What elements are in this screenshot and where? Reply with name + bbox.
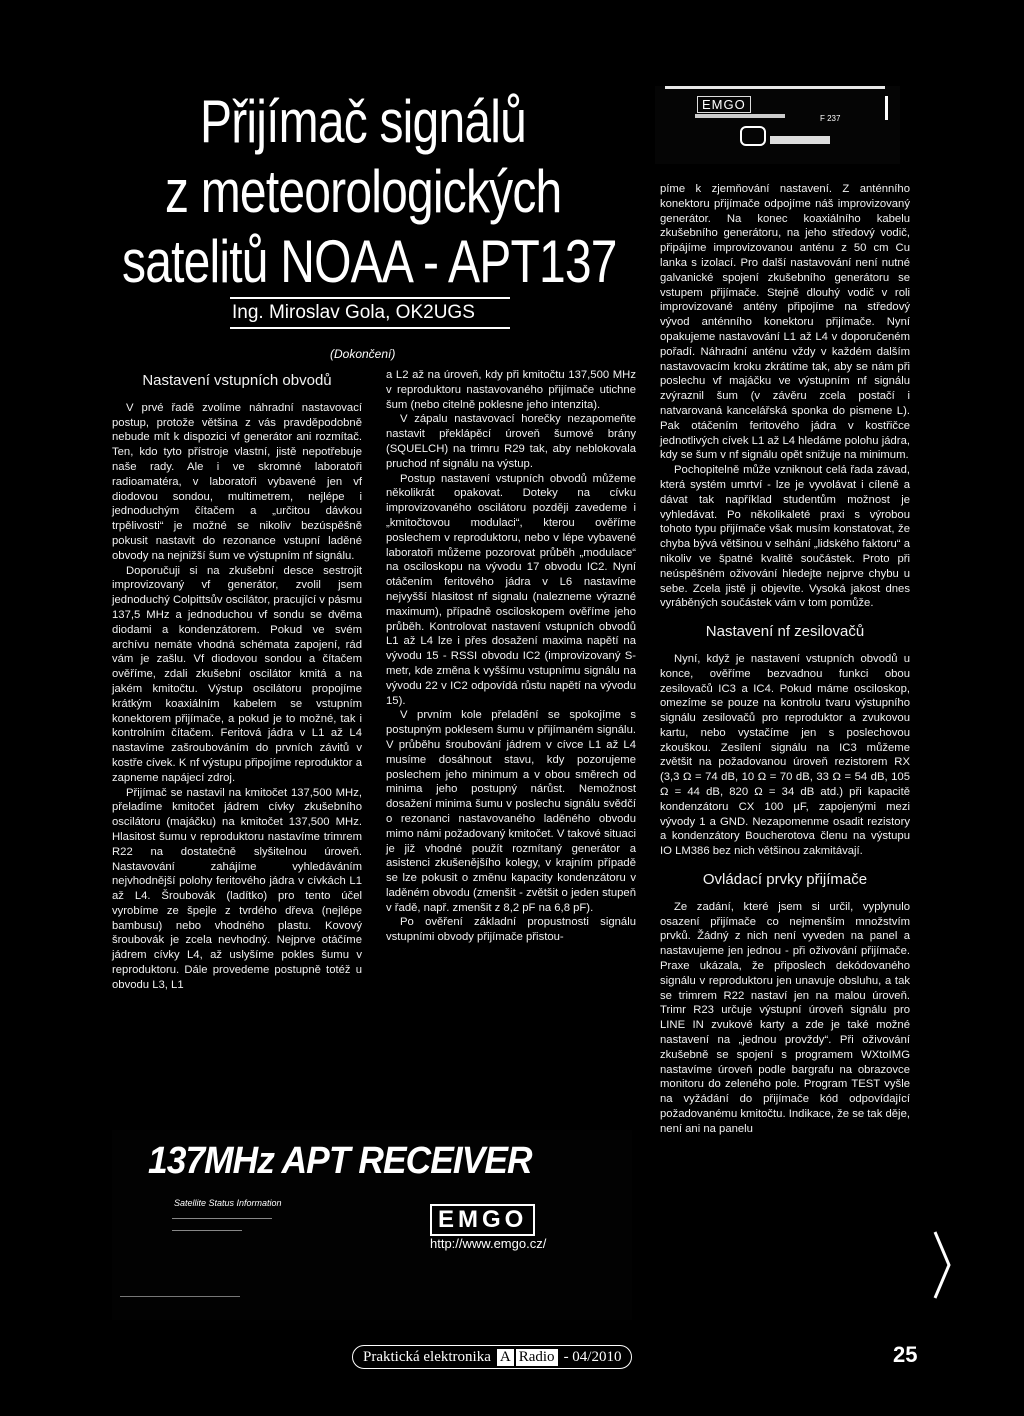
paragraph: V prvním kole přeladění se spokojíme s postupným poklesem šumu v přijímaném signálu. V průběhu šroubování jádrem v cívce L1 až L4 musíme dosáhnout stavu, kdy pozorujeme poslechem jeho minimum a v obou směrech od minima jeho postupný nárůst. Nemožnost dosažení minima šumu v poslechu signálu svědčí o rezonanci nastavovaného laděného obvodu mimo námi požadovaný kmitočet. V takové situaci je již vhodné použít rozmítaný generátor a asistenci zkušenějšího kolegy, v krajním případě se lze pokusit o změnu kapacity kondenzátoru v laděném obvodu (zmenšit - zvětšit o jeden stupeň v řadě, např. zmenšit z 8,2 pF na 6,8 pF).	[386, 709, 636, 914]
paragraph: Postup nastavení vstupních obvodů můžeme několikrát opakovat. Doteky na cívku improvizovaného oscilátoru později zavedeme i „kmitočtovou modulaci“, kterou ověříme poslechem v reproduktoru, nebo v lépe vybavené laboratoři můžeme pozorovat průběh „modulace“ na osciloskopu na vývodu 17 obvodu IC2. Nyní otáčením feritového jádra v L6 nastavíme nejvyšší hlasitost nf signalu (nalezneme výrazné maximum), případně osciloskopem ověříme jeho průběh. Kontrolovat nastavení vstupních obvodů L1 až L4 lze i přes dosažení maxima napětí na vývodu 15 - RSSI obvodu IC2 (improvizovaný S-metr, kde změna k vyššímu vstupnímu signálu na vývodu 22 v IC2 odpovídá růstu napětí na vývodu 15).	[386, 472, 636, 707]
column-3	[660, 182, 910, 1137]
device-photo-top	[655, 86, 900, 164]
title-line-3: satelitů NOAA - APT137	[122, 228, 617, 295]
emgo-logo: EMGO	[697, 96, 751, 113]
paragraph: Pochopitelně může vzniknout celá řada závad, která systém umrtví - lze je vyvolávat i cíleně a dávat tak například studentům možnost je vyhledávat. Po několikaleté praxi s výrobou tohoto typu přijímače však musím konstatovat, že chyba bývá většinou v selhání „lidského faktoru“ a nikoliv ve špatné kvalitě součástek. Proto při neúspěšném oživování hledejte nejprve chybu u sebe. Zcela jistě ji objevíte. Vysoká jakost dnes vyráběných součástek vám v tom pomůže.	[660, 464, 910, 610]
magazine-name: Praktická elektronika	[363, 1348, 491, 1365]
chevron-right-icon	[932, 1230, 952, 1300]
code-label: F 237	[820, 114, 841, 123]
continued-label: (Dokončení)	[330, 347, 396, 361]
magazine-radio: Radio	[516, 1349, 558, 1366]
paragraph: píme k zjemňování nastavení. Z anténního konektoru přijímače odpojíme náš improvizovaný generátor. Na konec koaxiálního kabelu zkušebního generátoru, na jeho středový vodič, připájíme improvizovanou anténu z 50 cm Cu lanka s izolací. Pro další nastavování není nutné galvanické spojení zkušebního generátoru se vstupem přijímače. Stejně dlouhý vodič v roli improvizované antény připojíme na středový vývod anténního konektoru přijímače. Nyní opakujeme nastavování L1 až L4 v doporučeném pořadí. Náhradní anténu vždy v každém dalším nastavovacím kroku zkrátíme tak, aby se nám při poslechu vf majáčku ve výstupním nf signálu zvýraznil šum (v závěru zcela postačí i natvarovaná kancelářská sponka do pismene L). Pak otáčením feritového jádra v kostřičce jednotlivých cívek L1 až L4 hledáme polohu jádra, kdy se šum v nf signálu opět snižuje na minimum.	[660, 183, 910, 462]
website-url: http://www.emgo.cz/	[430, 1236, 547, 1251]
magazine-a: A	[497, 1349, 514, 1366]
paragraph: Doporučuji si na zkušební desce sestrojit improvizovaný vf generátor, zvolil jsem jednoduchý Colpittsův oscilátor, pracující v pásmu 137,5 MHz a jednoduchou vf sondu se dvěma diodami a kondenzátorem. Pokud ve svém archívu nemáte vhodná schémata zapojení, rád vám je zašlu. Vf diodovou sondou a čítačem ověříme, zdali zkušební oscilátor kmitá a na jakém kmitočtu. Výstup oscilátoru propojíme krátkým koaxiálním kabelem se vstupním konektorem přijímače, a pokud je to možné, tak i kontrolním čítačem. Feritová jádra v L1 až L4 nastavíme zašroubováním do prvních závitů v kostře cívek. K nf výstupu připojíme reproduktor a zapneme napájecí zdroj.	[112, 564, 362, 784]
title-line-1: Přijímač signálů	[200, 88, 526, 155]
title-rule-top	[230, 297, 510, 299]
receiver-banner: 137MHz APT RECEIVER	[148, 1140, 532, 1182]
magazine-footer	[352, 1345, 632, 1369]
connector-icon	[740, 126, 766, 146]
paragraph: a L2 až na úroveň, kdy při kmitočtu 137,500 MHz v reproduktoru nastavovaného přijímače utichne šum (nebo citelně poklesne jeho intenzita).	[386, 369, 636, 411]
paragraph: Ze zadání, které jsem si určil, vyplynulo osazení přijímače co nejmenším množstvím prvků. Žádný z nich není vyveden na panel a nastavujeme jen jednou - při oživování přijímače. Praxe ukázala, že připoslech dekódovaného signálu v reproduktoru jen unavuje obsluhu, a tak se trimrem R22 nastaví jen na malou úroveň. Trimr R23 určuje výstupní úroveň signálu pro LINE IN zvukové karty a zde je také možné nastavení na „jednou provždy“. Při oživování zkušebně se spojení s programem WXtoIMG nastavíme úroveň podle bargrafu na obrazovce monitoru do zeleného pole. Program TEST vyšle na vyžádání do přijímače kód odpovídající požadovanému kmitočtu. Indikace, že se tak děje, není ani na panelu	[660, 900, 910, 1135]
issue-number: - 04/2010	[563, 1348, 622, 1365]
paragraph: Nyní, když je nastavení vstupních obvodů u konce, ověříme bezvadnou funkci obou zesilovačů IC3 a IC4. Pokud máme osciloskop, omezíme se pouze na kontrolu tvaru výstupního signálu zesilovačů pro reproduktor a zvukovou kartu, nebo vystačíme jen s poslechovou zkouškou. Zesílení signálu na IC3 můžeme zvětšit na požadovanou úroveň rezistorem RX (3,3 Ω = 74 dB, 10 Ω = 70 dB, 33 Ω = 54 dB, 105 Ω = 44 dB, 820 Ω = 34 dB atd.) při kapacitě kondenzátoru CX 100 µF, zapojenými mezi vývody 1 a GND. Nezapomenme osadit rezistory a kondenzátory Boucherotova členu na výstupu IO LM386 bez nich většinou zakmitávají.	[660, 652, 910, 858]
paragraph: Po ověření základní propustnosti signálu vstupními obvody přijímače přistou-	[386, 916, 636, 944]
title-rule-bottom	[230, 327, 510, 329]
paragraph: V prvé řadě zvolíme náhradní nastavovací postup, protože většina z vás pravděpodobně nebude mít k dispozici vf generátor ani rozmítač. Ten, kdo tyto přístroje vlastní, jistě nepotřebuje naše rady. Ale i ve skromné laboratoři radioamatéra, v laboratoři vybavené jen vf diodovou sondou, multimetrem, nejlépe i jednoduchým čítačem a „určitou dávkou trpělivosti“ je možné se nikoliv bezúspěšně pokusit nastavit do rezonance vstupní laděné obvody na nejnižší šum ve výstupním nf signálu.	[112, 401, 362, 562]
satellite-status-label: Satellite Status Information	[174, 1198, 282, 1208]
title-line-2: z meteorologických	[165, 158, 562, 225]
column-1	[112, 374, 362, 993]
page-number: 25	[893, 1342, 918, 1367]
heading-nf-amplifiers: Nastavení nf zesilovačů	[705, 623, 865, 641]
emgo-logo-large: EMGO	[430, 1204, 535, 1236]
paragraph: Přijímač se nastavil na kmitočet 137,500 MHz, přeladíme kmitočet jádrem cívky zkušebního oscilátoru (majáčku) na kmitočet 137,500 MHz. Hlasitost šumu v reproduktoru nastavíme trimrem R22 na dostatečně slyšitelnou úroveň. Nastavování zahájíme vyhledáváním nejvhodnější polohy feritového jádra v cívkách L1 až L4. Šroubovák (ladítko) pro tento účel vyrobíme ze špejle z tvrdého dřeva (nejlépe bambusu) nebo vhodného plastu. Kovový šroubovák je zcela nevhodný. Nejprve otáčíme jádrem cívky L4, až uslyšíme pokles šumu v reproduktoru. Dále provedeme postupně totéž u obvodu L3, L1	[112, 786, 362, 991]
heading-input-circuits: Nastavení vstupních obvodů	[142, 372, 332, 389]
paragraph: V zápalu nastavovací horečky nezapomeňte nastavit překlápěcí úroveň šumové brány (SQUELCH) na trimru R29 tak, aby neblokovala pruchod nf signálu na výstup.	[386, 413, 636, 470]
author: Ing. Miroslav Gola, OK2UGS	[232, 302, 475, 323]
heading-controls: Ovládací prvky přijímače	[702, 871, 868, 889]
column-2	[386, 368, 636, 945]
receiver-photo	[112, 1130, 632, 1320]
